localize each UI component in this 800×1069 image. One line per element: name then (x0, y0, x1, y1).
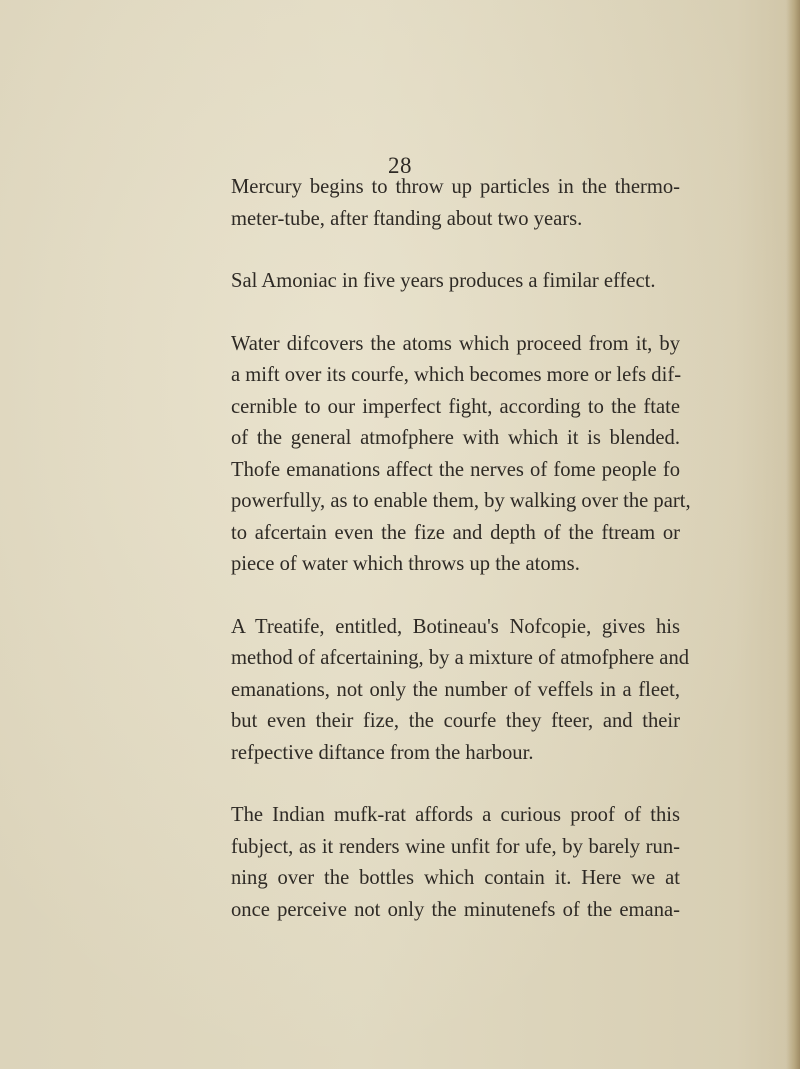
text-line: Sal Amoniac in five years produces a fimilar effect. (231, 270, 656, 292)
text-line: Water difcovers the atoms which proceed from it, by (231, 332, 680, 355)
text-line: emanations, not only the number of veffels in a fleet, (231, 678, 680, 701)
text-line: meter-tube, after ftanding about two years. (231, 207, 583, 230)
paragraph-sal-amoniac (228, 266, 680, 298)
text-line: to afcertain even the fize and depth of the ftream or (231, 521, 680, 544)
text-line: piece of water which throws up the atoms. (231, 553, 580, 575)
text-line: cernible to our imperfect fight, according to the ftate (231, 395, 680, 418)
text-line: powerfully, as to enable them, by walking over the part, (231, 490, 691, 512)
paragraph-mercury (228, 172, 680, 235)
text-line: once perceive not only the minutenefs of the emana- (231, 898, 680, 921)
text-line: fubject, as it renders wine unfit for ufe, by barely run- (231, 835, 680, 858)
paragraph-water (228, 329, 691, 581)
body-text (228, 172, 691, 957)
page-number: 28 (388, 153, 412, 178)
text-line: method of afcertaining, by a mixture of atmofphere and (231, 647, 690, 669)
text-line: refpective diftance from the harbour. (231, 741, 534, 764)
paragraph-musk-rat (228, 800, 680, 926)
text-line: of the general atmofphere with which it is blended. (231, 427, 680, 449)
text-line: ning over the bottles which contain it. Here we at (231, 867, 680, 889)
text-line: A Treatife, entitled, Botineau's Nofcopie, gives his (231, 615, 680, 638)
text-line: Mercury begins to throw up particles in the thermo- (231, 176, 680, 198)
text-line: but even their fize, the courfe they fteer, and their (231, 710, 680, 732)
text-line: The Indian mufk-rat affords a curious proof of this (231, 804, 680, 826)
text-line: a mift over its courfe, which becomes more or lefs dif- (231, 364, 682, 386)
text-line: Thofe emanations affect the nerves of fome people fo (231, 458, 680, 481)
paragraph-treatife (228, 612, 690, 770)
